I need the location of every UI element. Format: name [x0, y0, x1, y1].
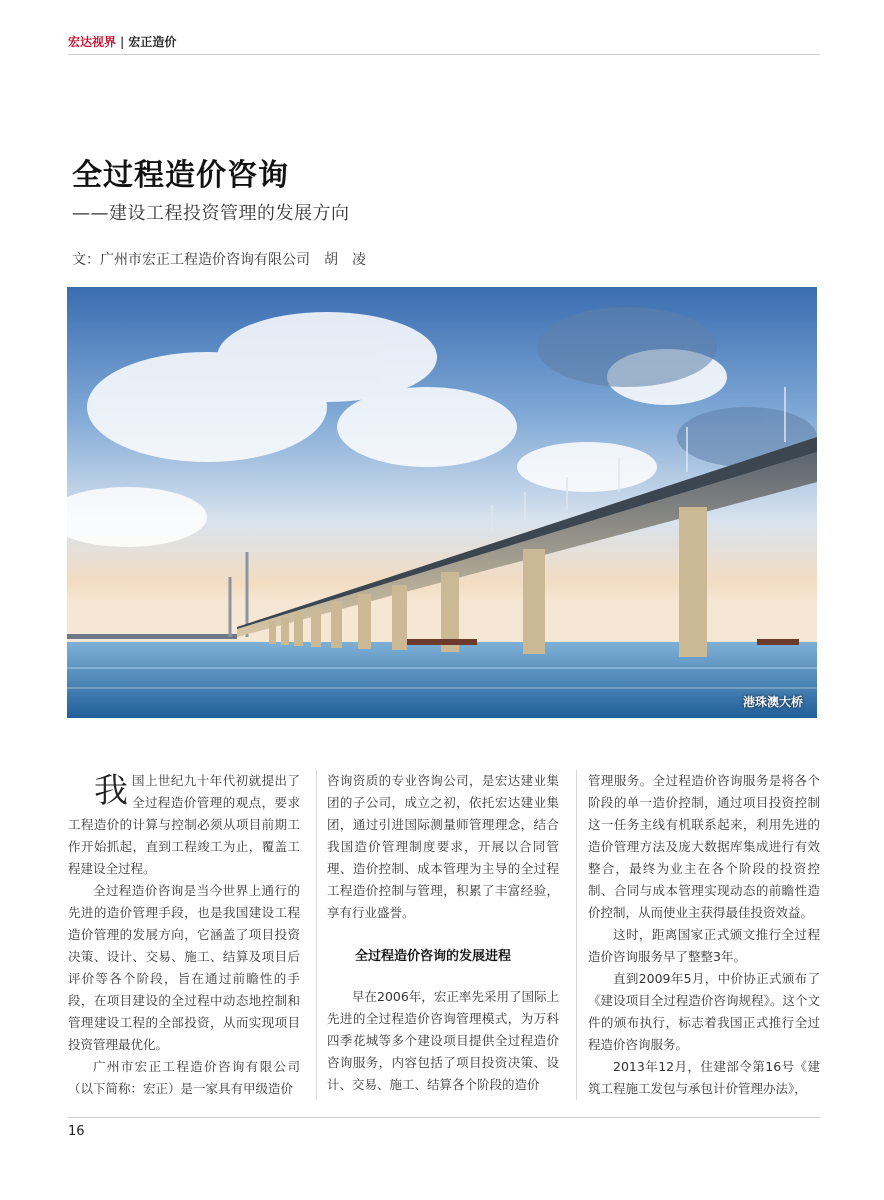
- text-column-2: [327, 770, 559, 1096]
- footer-rule: [68, 1117, 820, 1118]
- paragraph: 全过程造价咨询是当今世界上通行的先进的造价管理手段，也是我国建设工程造价管理的发展方向，它涵盖了项目投资决策、设计、交易、施工、结算及项目后评价等各个阶段，旨在通过前瞻性的手段，在项目建设的全过程中动态地控制和管理建设工程的全部投资，从而实现项目投资管理最优化。: [68, 883, 300, 1052]
- article-subtitle: ——建设工程投资管理的发展方向: [72, 203, 350, 224]
- header-separator: |: [120, 35, 125, 49]
- section-name: 宏正造价: [128, 35, 177, 49]
- paragraph: 早在2006年，宏正率先采用了国际上先进的全过程造价咨询管理模式，为万科四季花城等多个建设项目提供全过程造价咨询服务，内容包括了项目投资决策、设计、交易、施工、结算各个阶段的造价: [327, 989, 559, 1092]
- drop-cap: 我: [94, 771, 128, 811]
- section-heading: 全过程造价咨询的发展进程: [355, 949, 512, 964]
- paragraph: 2013年12月，住建部令第16号《建筑工程施工发包与承包计价管理办法》，: [588, 1059, 820, 1096]
- text-column-3: [588, 770, 820, 1100]
- article-byline: 文：广州市宏正工程造价咨询有限公司 胡 凌: [72, 252, 366, 268]
- column-divider: [576, 770, 577, 1100]
- bridge-photo: [67, 287, 817, 718]
- paragraph-text: 国上世纪九十年代初就提出了全过程造价管理的观点，要求工程造价的计算与控制必须从项目前期工作开始抓起，直到工程竣工为止，覆盖工程建设全过程。: [68, 773, 300, 876]
- bridge-illustration: [67, 287, 817, 718]
- photo-caption: 港珠澳大桥: [742, 695, 803, 709]
- header-rule: [68, 54, 820, 55]
- paragraph: 广州市宏正工程造价咨询有限公司（以下简称：宏正）是一家具有甲级造价: [68, 1059, 300, 1096]
- paragraph: 咨询资质的专业咨询公司，是宏达建业集团的子公司，成立之初，依托宏达建业集团，通过引进国际测量师管理理念，结合我国造价管理制度要求，开展以合同管理、造价控制、成本管理为主导的全过程工程造价控制与管理，积累了丰富经验，享有行业盛誉。: [327, 773, 559, 920]
- article-title: 全过程造价咨询: [72, 158, 289, 193]
- running-header: [68, 32, 176, 52]
- column-divider: [316, 770, 317, 1100]
- paragraph: 管理服务。全过程造价咨询服务是将各个阶段的单一造价控制，通过项目投资控制这一任务主线有机联系起来，利用先进的造价管理方法及庞大数据库集成进行有效整合，最终为业主在各个阶段的投资控制、合同与成本管理实现动态的前瞻性造价控制，从而使业主获得最佳投资效益。: [588, 773, 820, 920]
- text-column-1: [68, 770, 300, 1100]
- paragraph: [68, 770, 300, 880]
- paragraph: 这时，距离国家正式颁文推行全过程造价咨询服务早了整整3年。: [588, 927, 820, 964]
- page-number: 16: [68, 1124, 85, 1139]
- paragraph: 直到2009年5月，中价协正式颁布了《建设项目全过程造价咨询规程》。这个文件的颁布执行，标志着我国正式推行全过程造价咨询服务。: [588, 971, 820, 1052]
- brand-name: 宏达视界: [68, 35, 117, 49]
